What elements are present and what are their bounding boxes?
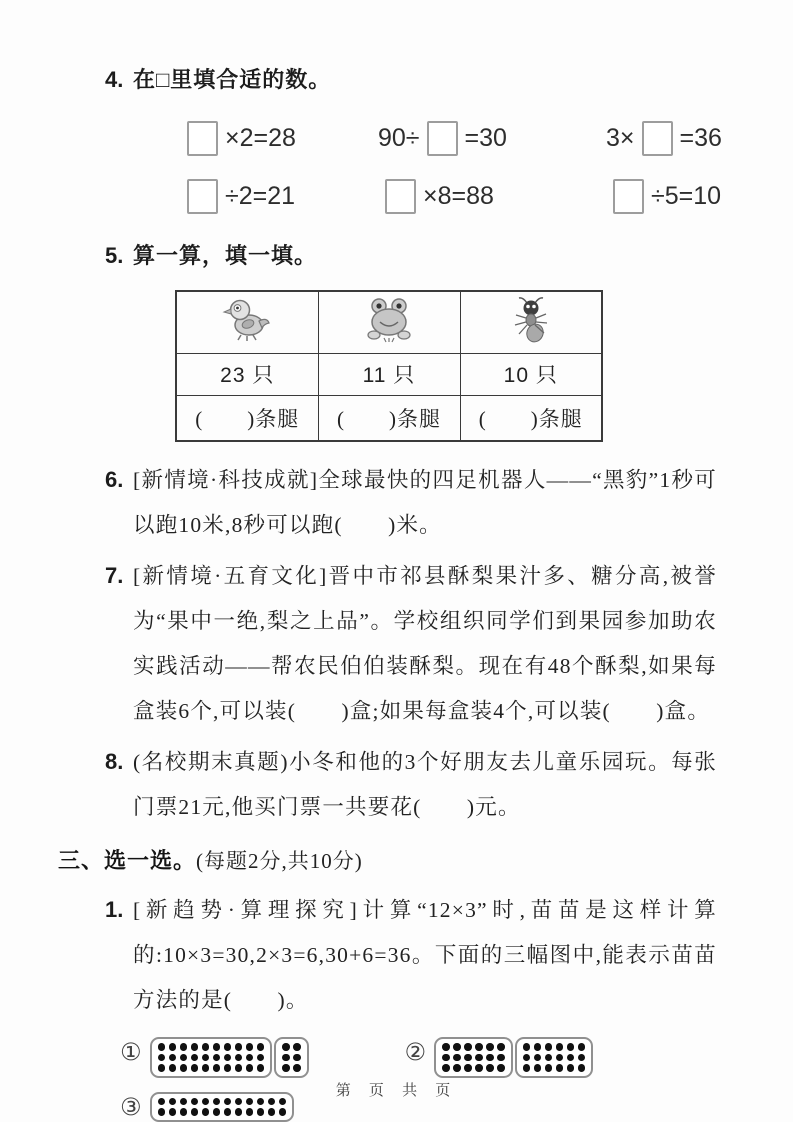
answer-box: [642, 121, 673, 156]
dot: [224, 1043, 232, 1051]
dot: [169, 1064, 177, 1072]
frog-cell: [318, 291, 460, 353]
question-4: [105, 58, 717, 102]
dot: [523, 1043, 531, 1051]
dot: [293, 1054, 301, 1062]
equation-1: [180, 114, 378, 162]
bird-cell: [176, 291, 318, 353]
equation-post: ÷5=10: [651, 181, 722, 210]
dot: [567, 1054, 575, 1062]
equation-6: [606, 172, 722, 220]
question-text: (名校期末真题)小冬和他的3个好朋友去儿童乐园玩。每张门票21元,他买门票一共要花( )元。: [133, 750, 717, 819]
dot: [453, 1064, 461, 1072]
dot: [497, 1043, 505, 1051]
dot: [246, 1108, 254, 1116]
equation-grid: [180, 114, 722, 220]
dot: [235, 1108, 243, 1116]
animal-legs-table: [175, 290, 603, 442]
frog-icon: [364, 297, 414, 343]
dot: [191, 1064, 199, 1072]
dot: [556, 1043, 564, 1051]
dot-groups: [150, 1037, 309, 1078]
dot: [158, 1108, 166, 1116]
dot: [235, 1054, 243, 1062]
question-5: [105, 234, 717, 278]
answer-box: [427, 121, 458, 156]
dot: [213, 1108, 221, 1116]
question-number: 7.: [105, 563, 124, 588]
section-3-header: [58, 840, 717, 882]
dot: [257, 1064, 265, 1072]
option-1-label: ①: [120, 1038, 142, 1066]
answer-box: [187, 179, 218, 214]
dot: [224, 1054, 232, 1062]
dot: [180, 1054, 188, 1062]
dot: [545, 1064, 553, 1072]
equation-pre: 90÷: [378, 123, 420, 152]
equation-post: =30: [464, 123, 507, 152]
option-2-label: ②: [404, 1038, 427, 1066]
dot: [556, 1054, 564, 1062]
dot: [246, 1064, 254, 1072]
dot: [486, 1043, 494, 1051]
dot: [202, 1108, 210, 1116]
dot: [158, 1064, 166, 1072]
dot: [534, 1054, 542, 1062]
dot: [282, 1064, 290, 1072]
legs-blank-cell: ( )条腿: [318, 395, 460, 441]
dot: [246, 1043, 254, 1051]
question-number: 1.: [105, 897, 124, 922]
dot: [213, 1043, 221, 1051]
answer-box: [385, 179, 416, 214]
dot: [578, 1064, 586, 1072]
dot: [442, 1064, 450, 1072]
dot: [257, 1043, 265, 1051]
question-text: [新情境·科技成就]全球最快的四足机器人——“黑豹”1秒可以跑10米,8秒可以跑( )米。: [133, 468, 717, 537]
dot: [180, 1108, 188, 1116]
dot: [202, 1064, 210, 1072]
dot: [180, 1043, 188, 1051]
section-title: 三、选一选。: [58, 848, 197, 873]
ant-cell: [460, 291, 602, 353]
equation-2: [378, 114, 606, 162]
question-7: [105, 554, 717, 734]
legs-blank-cell: ( )条腿: [460, 395, 602, 441]
dot: [497, 1064, 505, 1072]
dot: [169, 1043, 177, 1051]
dot: [567, 1043, 575, 1051]
dot: [534, 1064, 542, 1072]
dot: [545, 1054, 553, 1062]
question-title: 算一算，填一填。: [133, 243, 318, 268]
dot: [464, 1043, 472, 1051]
dot: [169, 1108, 177, 1116]
dot: [464, 1064, 472, 1072]
dot: [497, 1054, 505, 1062]
question-6: [105, 458, 717, 548]
dot: [523, 1064, 531, 1072]
dot-group: [515, 1037, 594, 1078]
answer-box: [187, 121, 218, 156]
question-number: 8.: [105, 749, 124, 774]
bird-icon: [221, 297, 273, 343]
equation-5: [378, 172, 606, 220]
count-cell: 10 只: [460, 353, 602, 395]
equation-post: =36: [679, 123, 722, 152]
dot: [475, 1054, 483, 1062]
equation-post: ×2=28: [225, 123, 296, 152]
dot-diagram-1: [120, 1037, 309, 1078]
question-number: 5.: [105, 243, 124, 268]
equation-post: ÷2=21: [225, 181, 296, 210]
dot: [475, 1064, 483, 1072]
dot: [235, 1064, 243, 1072]
question-text: [新趋势·算理探究]计算“12×3”时,苗苗是这样计算的:10×3=30,2×3=6,30+6=36。下面的三幅图中,能表示苗苗方法的是( )。: [133, 898, 717, 1012]
question-title: 在□里填合适的数。: [133, 67, 332, 92]
question-number: 6.: [105, 467, 124, 492]
dot: [224, 1064, 232, 1072]
dot: [213, 1064, 221, 1072]
dot: [567, 1064, 575, 1072]
dot: [180, 1064, 188, 1072]
dot: [293, 1064, 301, 1072]
dot: [257, 1108, 265, 1116]
equation-3: [606, 114, 722, 162]
section-score-note: (每题2分,共10分): [196, 849, 363, 873]
dot: [486, 1054, 494, 1062]
dot: [442, 1054, 450, 1062]
dot: [578, 1043, 586, 1051]
dot: [191, 1043, 199, 1051]
dot: [282, 1043, 290, 1051]
dot: [453, 1054, 461, 1062]
dot: [578, 1054, 586, 1062]
dot: [224, 1108, 232, 1116]
dot-groups: [434, 1037, 593, 1078]
dot: [268, 1108, 276, 1116]
dot: [213, 1054, 221, 1062]
choice-question-1: [105, 888, 717, 1023]
question-text: [新情境·五育文化]晋中市祁县酥梨果汁多、糖分高,被誉为“果中一绝,梨之上品”。学校组织同学们到果园参加助农实践活动——帮农民伯伯装酥梨。现在有48个酥梨,如果每盒装6个,可以装( )盒;如果每盒装4个,可以装( )盒。: [133, 564, 717, 723]
count-cell: 23 只: [176, 353, 318, 395]
dot: [202, 1054, 210, 1062]
dot: [534, 1043, 542, 1051]
dot: [191, 1108, 199, 1116]
dot: [442, 1043, 450, 1051]
dot: [169, 1054, 177, 1062]
dot-diagram-2: [405, 1037, 594, 1078]
dot: [523, 1054, 531, 1062]
dot-group: [150, 1037, 273, 1078]
equation-post: ×8=88: [423, 181, 494, 210]
dot: [279, 1108, 287, 1116]
dot: [556, 1064, 564, 1072]
dot: [257, 1054, 265, 1062]
dot: [453, 1043, 461, 1051]
dot: [202, 1043, 210, 1051]
count-cell: 11 只: [318, 353, 460, 395]
dot-group: [274, 1037, 309, 1078]
equation-pre: 3×: [606, 123, 635, 152]
dot: [293, 1043, 301, 1051]
dot: [464, 1054, 472, 1062]
dot-group: [434, 1037, 513, 1078]
dot: [158, 1054, 166, 1062]
answer-box: [613, 179, 644, 214]
dot: [545, 1043, 553, 1051]
question-8: [105, 740, 717, 830]
question-number: 4.: [105, 67, 124, 92]
option-3-label: ③: [120, 1092, 142, 1121]
page-footer: 第 页 共 页: [335, 1082, 458, 1099]
dot: [246, 1054, 254, 1062]
legs-blank-cell: ( )条腿: [176, 395, 318, 441]
dot: [158, 1043, 166, 1051]
dot: [235, 1043, 243, 1051]
equation-4: [180, 172, 378, 220]
dot: [486, 1064, 494, 1072]
dot: [475, 1043, 483, 1051]
dot: [191, 1054, 199, 1062]
dot: [282, 1054, 290, 1062]
ant-icon: [509, 296, 553, 344]
